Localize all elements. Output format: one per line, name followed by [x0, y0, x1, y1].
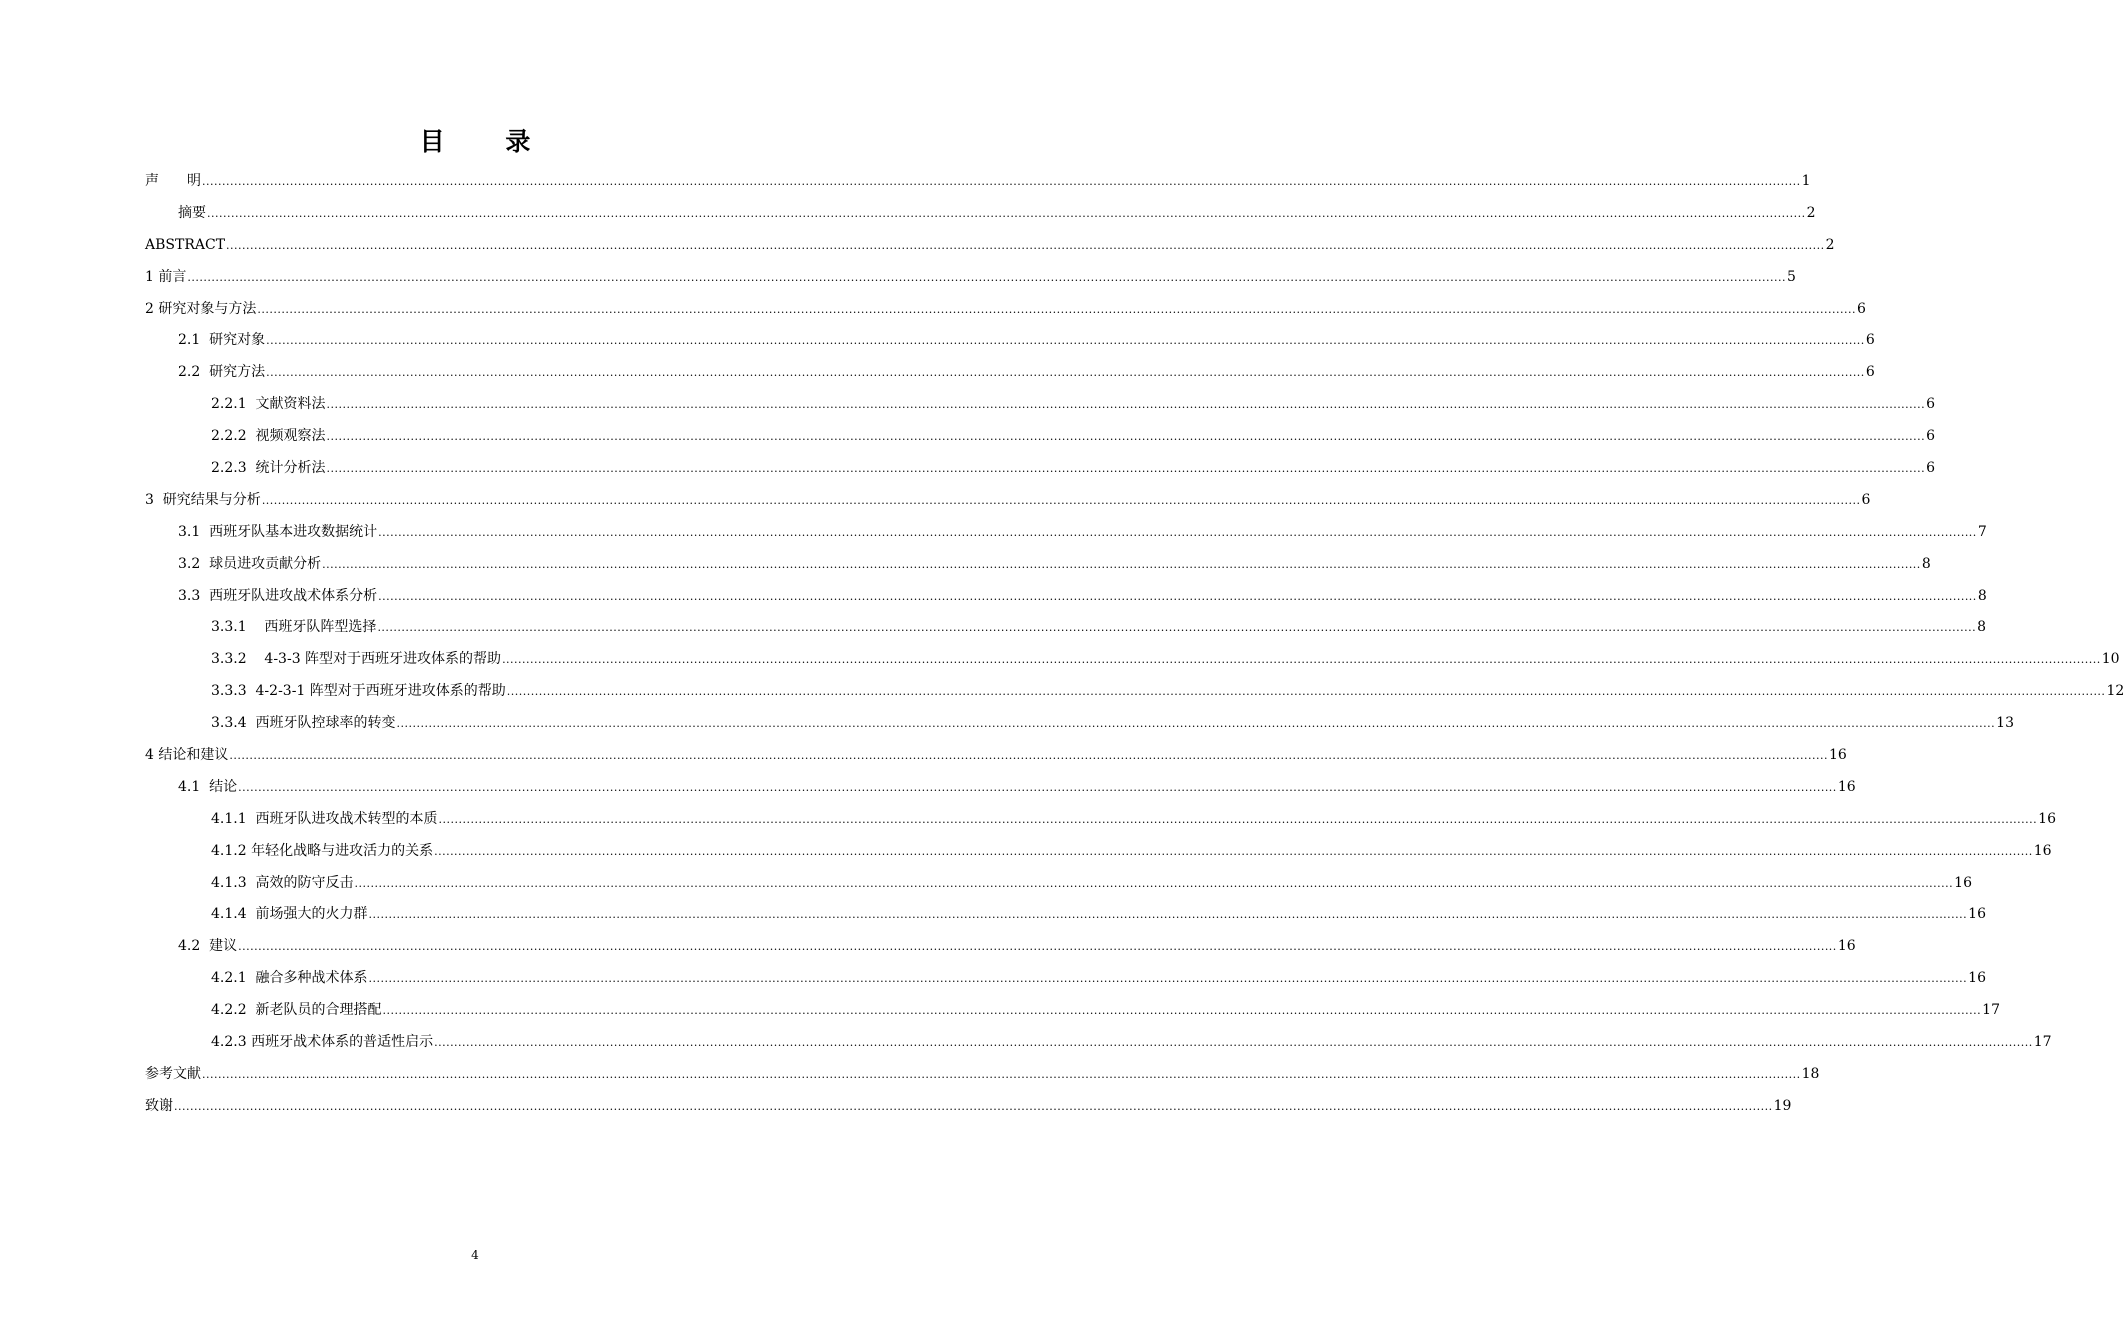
- toc-entry-page: 12: [2106, 683, 2124, 700]
- dot-leader: ................................................................................................................................................................................................................................................................................................................................................................................................................: [434, 1036, 2033, 1050]
- dot-leader: ................................................................................................................................................................................................................................................................................................................................................................................................................: [378, 525, 1977, 539]
- toc-entry[interactable]: [145, 676, 2124, 708]
- dot-leader: ................................................................................................................................................................................................................................................................................................................................................................................................................: [266, 334, 1865, 348]
- toc-entry-label: 3 研究结果与分析: [145, 491, 261, 508]
- toc-entry[interactable]: [145, 772, 1856, 804]
- dot-leader: ................................................................................................................................................................................................................................................................................................................................................................................................................: [438, 812, 2038, 826]
- toc-entry[interactable]: [145, 485, 1871, 517]
- dot-leader: ................................................................................................................................................................................................................................................................................................................................................................................................................: [378, 589, 1977, 603]
- toc-entry[interactable]: [145, 389, 1936, 421]
- toc-entry-page: 16: [1837, 778, 1856, 795]
- toc-entry[interactable]: [145, 708, 2014, 740]
- toc-entry-page: 6: [1926, 428, 1936, 445]
- dot-leader: ................................................................................................................................................................................................................................................................................................................................................................................................................: [377, 621, 1977, 635]
- toc-entry[interactable]: [145, 453, 1936, 485]
- toc-entry-label: 1 前言: [145, 268, 187, 285]
- dot-leader: ................................................................................................................................................................................................................................................................................................................................................................................................................: [238, 940, 1837, 954]
- toc-entry-label: ABSTRACT: [145, 236, 226, 253]
- toc-entry-label: 4.1.4 前场强大的火力群: [211, 906, 368, 923]
- toc-entry[interactable]: [145, 804, 2056, 836]
- toc-entry-page: 16: [1954, 874, 1972, 891]
- toc-entry-page: 8: [1921, 555, 1931, 572]
- toc-entry-page: 5: [1787, 268, 1796, 285]
- toc-entry-page: 6: [1857, 300, 1866, 317]
- toc-entry[interactable]: [145, 931, 1856, 963]
- toc-entry-label: 3.3.4 西班牙队控球率的转变: [211, 715, 396, 732]
- toc-entry-page: 16: [1837, 938, 1856, 955]
- toc-entry-page: 2: [1825, 236, 1835, 253]
- toc-title: 目 录: [419, 127, 557, 156]
- dot-leader: ................................................................................................................................................................................................................................................................................................................................................................................................................: [202, 175, 1801, 188]
- toc-entry-label: 4.2.3 西班牙战术体系的普适性启示: [211, 1034, 434, 1051]
- dot-leader: ................................................................................................................................................................................................................................................................................................................................................................................................................: [396, 717, 1996, 731]
- toc-entry-label: 2.2.1 文献资料法: [211, 396, 326, 413]
- toc-entry-label: 声 明: [145, 173, 201, 189]
- toc-entry[interactable]: [145, 262, 1796, 294]
- toc-entry-label: 3.3.2 4-3-3 阵型对于西班牙进攻体系的帮助: [211, 651, 502, 668]
- toc-entry-page: 1: [1801, 173, 1811, 189]
- toc-entry-page: 13: [1996, 715, 2014, 732]
- toc-entry-label: 2.2.2 视频观察法: [211, 428, 326, 445]
- toc-entry-page: 17: [2033, 1034, 2052, 1051]
- toc-entry-label: 致谢: [145, 1097, 173, 1114]
- toc-entry-label: 2.1 研究对象: [178, 332, 266, 349]
- dot-leader: ................................................................................................................................................................................................................................................................................................................................................................................................................: [326, 398, 1926, 412]
- toc-entry-label: 4.1.3 高效的防守反击: [211, 874, 354, 891]
- toc-entry-page: 6: [1865, 364, 1875, 381]
- table-of-contents: [145, 166, 2124, 1123]
- toc-entry-page: 6: [1926, 396, 1936, 413]
- toc-entry-label: 4.2.1 融合多种战术体系: [211, 970, 368, 987]
- dot-leader: ................................................................................................................................................................................................................................................................................................................................................................................................................: [368, 908, 1968, 922]
- dot-leader: ................................................................................................................................................................................................................................................................................................................................................................................................................: [238, 780, 1837, 794]
- toc-entry-page: 18: [1801, 1065, 1820, 1082]
- dot-leader: ................................................................................................................................................................................................................................................................................................................................................................................................................: [322, 557, 1921, 571]
- dot-leader: ................................................................................................................................................................................................................................................................................................................................................................................................................: [354, 876, 1954, 890]
- toc-entry-label: 4.1.1 西班牙队进攻战术转型的本质: [211, 810, 438, 827]
- toc-entry[interactable]: [145, 325, 1875, 357]
- toc-entry[interactable]: [145, 740, 1847, 772]
- toc-entry-page: 7: [1977, 523, 1987, 540]
- toc-entry-page: 17: [1982, 1002, 2000, 1019]
- toc-entry-label: 4.1.2 年轻化战略与进攻活力的关系: [211, 842, 434, 859]
- toc-entry-page: 6: [1861, 491, 1871, 508]
- dot-leader: ................................................................................................................................................................................................................................................................................................................................................................................................................: [434, 844, 2033, 858]
- toc-entry[interactable]: [145, 166, 1811, 198]
- toc-entry-label: 摘要: [178, 204, 206, 221]
- toc-entry-label: 3.3.3 4-2-3-1 阵型对于西班牙进攻体系的帮助: [211, 683, 506, 700]
- toc-entry-label: 4.2 建议: [178, 938, 238, 955]
- dot-leader: ................................................................................................................................................................................................................................................................................................................................................................................................................: [187, 270, 1786, 284]
- dot-leader: ................................................................................................................................................................................................................................................................................................................................................................................................................: [261, 493, 1861, 507]
- toc-entry-label: 4.1 结论: [178, 778, 238, 795]
- toc-entry[interactable]: [145, 549, 1931, 581]
- toc-entry-label: 2.2.3 统计分析法: [211, 460, 326, 477]
- toc-entry-label: 2 研究对象与方法: [145, 300, 257, 317]
- dot-leader: ................................................................................................................................................................................................................................................................................................................................................................................................................: [382, 1004, 1982, 1018]
- toc-entry-page: 16: [2038, 810, 2056, 827]
- dot-leader: ................................................................................................................................................................................................................................................................................................................................................................................................................: [506, 685, 2106, 699]
- toc-entry-label: 3.3.1 西班牙队阵型选择: [211, 619, 377, 636]
- dot-leader: ................................................................................................................................................................................................................................................................................................................................................................................................................: [226, 238, 1825, 252]
- toc-entry[interactable]: [145, 1059, 1820, 1091]
- dot-leader: ................................................................................................................................................................................................................................................................................................................................................................................................................: [257, 302, 1856, 316]
- dot-leader: ................................................................................................................................................................................................................................................................................................................................................................................................................: [202, 1067, 1801, 1081]
- dot-leader: ................................................................................................................................................................................................................................................................................................................................................................................................................: [229, 749, 1828, 763]
- toc-entry[interactable]: [145, 357, 1875, 389]
- toc-entry-page: 2: [1806, 204, 1816, 221]
- toc-entry[interactable]: [145, 1027, 2052, 1059]
- dot-leader: ................................................................................................................................................................................................................................................................................................................................................................................................................: [207, 206, 1806, 220]
- dot-leader: ................................................................................................................................................................................................................................................................................................................................................................................................................: [326, 462, 1926, 476]
- toc-entry-page: 19: [1773, 1097, 1792, 1114]
- toc-entry[interactable]: [145, 581, 1987, 613]
- toc-entry-label: 3.3 西班牙队进攻战术体系分析: [178, 587, 378, 604]
- toc-entry-page: 16: [1829, 747, 1847, 764]
- dot-leader: ................................................................................................................................................................................................................................................................................................................................................................................................................: [326, 430, 1926, 444]
- toc-entry[interactable]: [145, 899, 1986, 931]
- toc-entry-label: 3.2 球员进攻贡献分析: [178, 555, 322, 572]
- toc-entry-page: 6: [1926, 460, 1936, 477]
- toc-entry-page: 8: [1977, 619, 1986, 636]
- toc-entry[interactable]: [145, 963, 1986, 995]
- toc-entry-label: 2.2 研究方法: [178, 364, 266, 381]
- toc-entry[interactable]: [145, 995, 2000, 1027]
- toc-entry[interactable]: [145, 612, 1986, 644]
- toc-entry-label: 参考文献: [145, 1065, 201, 1082]
- toc-entry-page: 16: [1968, 906, 1986, 923]
- toc-entry[interactable]: [145, 198, 1816, 230]
- toc-entry[interactable]: [145, 836, 2052, 868]
- toc-entry-page: 10: [2101, 651, 2120, 668]
- toc-entry-label: 4 结论和建议: [145, 747, 229, 764]
- dot-leader: ................................................................................................................................................................................................................................................................................................................................................................................................................: [174, 1099, 1773, 1113]
- toc-entry[interactable]: [145, 868, 1972, 900]
- toc-entry[interactable]: [145, 230, 1835, 262]
- dot-leader: ................................................................................................................................................................................................................................................................................................................................................................................................................: [502, 653, 2101, 667]
- toc-entry-page: 16: [1968, 970, 1986, 987]
- toc-entry-label: 3.1 西班牙队基本进攻数据统计: [178, 523, 378, 540]
- toc-entry[interactable]: [145, 1091, 1792, 1123]
- toc-entry[interactable]: [145, 644, 2120, 676]
- toc-entry-page: 6: [1865, 332, 1875, 349]
- toc-entry[interactable]: [145, 517, 1987, 549]
- toc-entry-page: 8: [1977, 587, 1987, 604]
- toc-entry[interactable]: [145, 421, 1936, 453]
- page-number: 4: [471, 1248, 479, 1262]
- dot-leader: ................................................................................................................................................................................................................................................................................................................................................................................................................: [266, 366, 1865, 380]
- toc-entry-page: 16: [2033, 842, 2052, 859]
- toc-entry[interactable]: [145, 294, 1866, 326]
- toc-entry-label: 4.2.2 新老队员的合理搭配: [211, 1002, 382, 1019]
- dot-leader: ................................................................................................................................................................................................................................................................................................................................................................................................................: [368, 972, 1968, 986]
